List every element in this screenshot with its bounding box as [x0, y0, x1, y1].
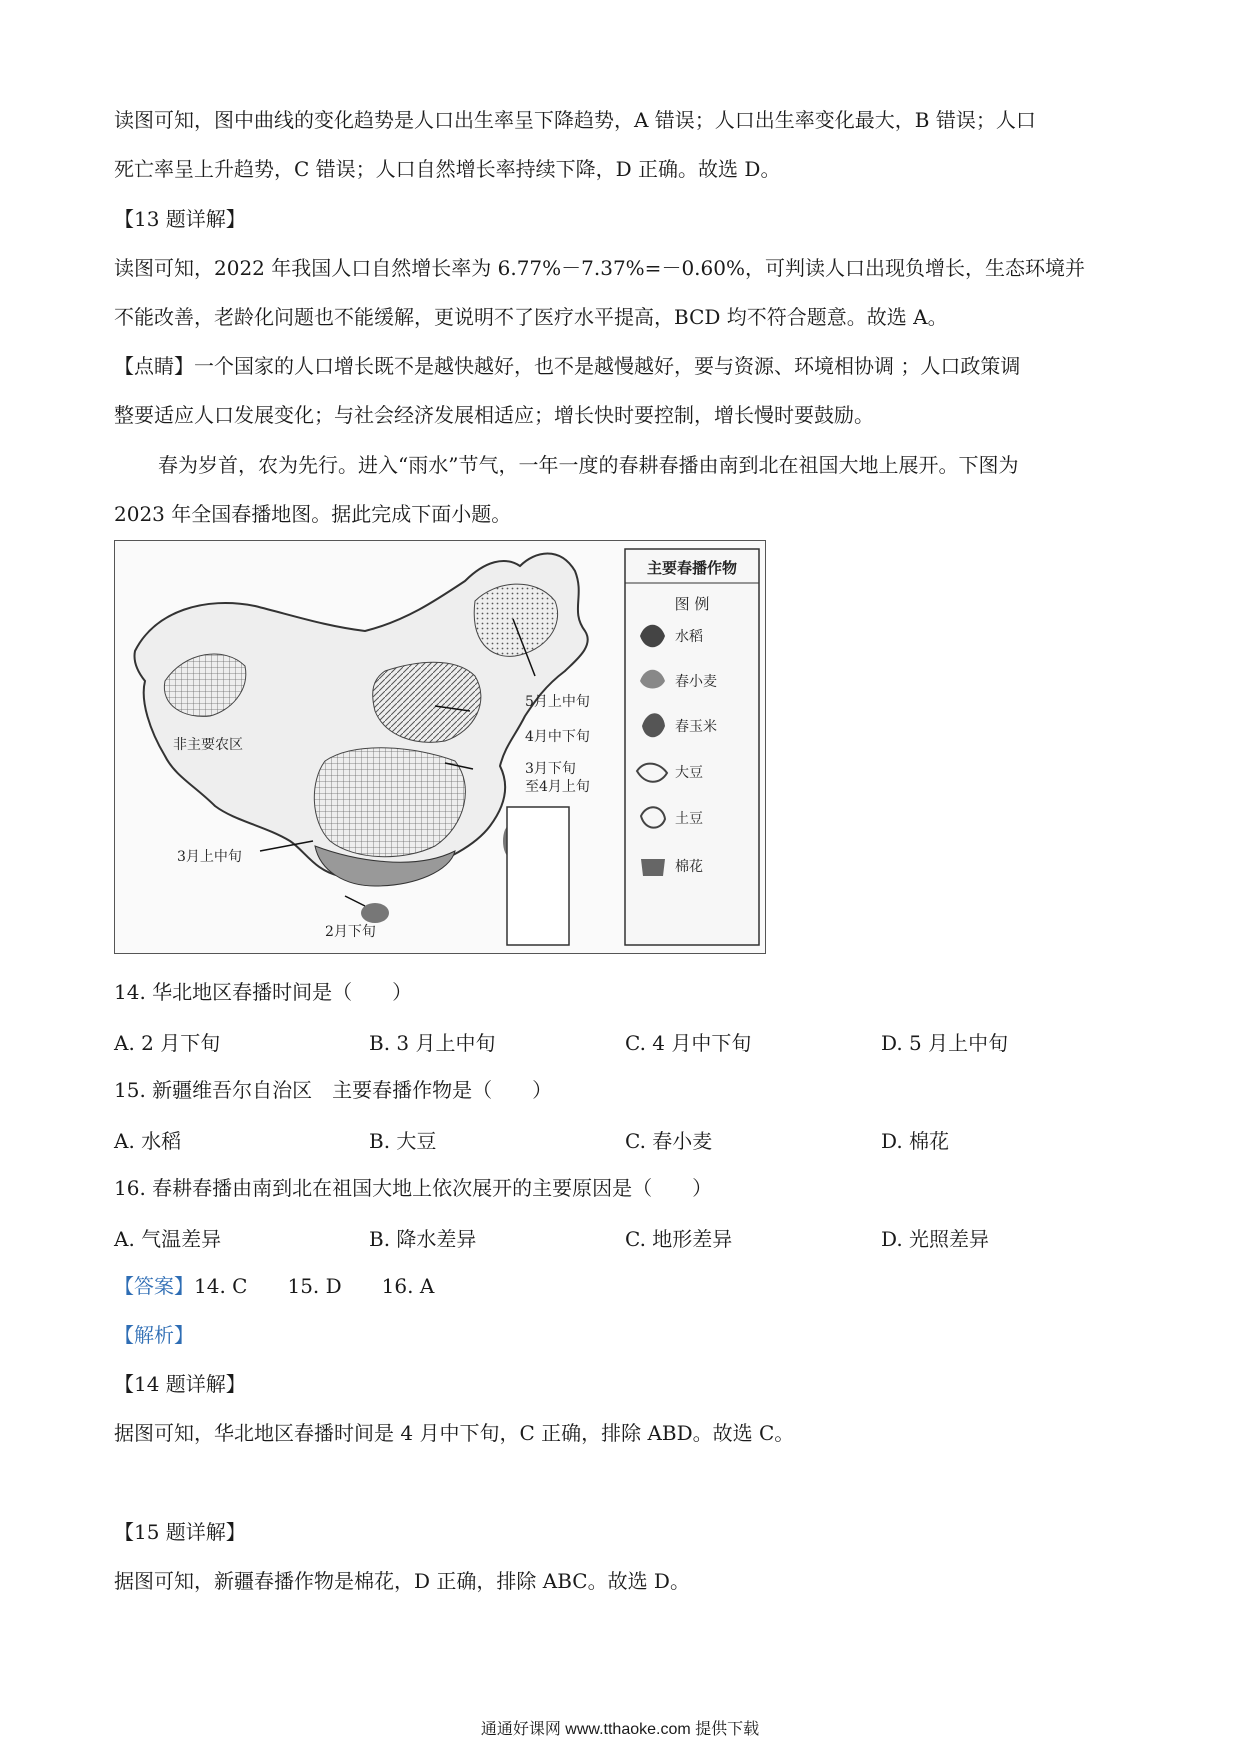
question-16: 16. 春耕春播由南到北在祖国大地上依次展开的主要原因是（ ）	[114, 1176, 713, 1200]
legend-label-soybean: 大豆	[675, 765, 703, 781]
q14-option-c[interactable]: C. 4 月中下旬	[625, 1031, 752, 1055]
legend-label-potato: 土豆	[675, 811, 703, 827]
hainan-island	[361, 903, 389, 923]
paragraph-q13-explain-line2: 不能改善，老龄化问题也不能缓解，更说明不了医疗水平提高，BCD 均不符合题意。故选 A。	[114, 305, 948, 329]
answer-16: 16. A	[381, 1274, 435, 1298]
q14-option-a[interactable]: A. 2 月下旬	[114, 1031, 221, 1055]
heading-q14-detail: 【14 题详解】	[114, 1372, 246, 1396]
paragraph-q13-explain-line1: 读图可知，2022 年我国人口自然增长率为 6.77%－7.37%=－0.60%，可判读人口出现负增长，生态环境并	[114, 256, 1085, 280]
answer-15: 15. D	[287, 1274, 342, 1298]
legend-cotton-icon	[641, 859, 665, 876]
question-14-options	[114, 1027, 1114, 1055]
q15-option-a[interactable]: A. 水稻	[114, 1129, 182, 1153]
q15-option-d[interactable]: D. 棉花	[881, 1129, 950, 1153]
q14-option-b[interactable]: B. 3 月上中旬	[369, 1031, 496, 1055]
legend-title: 主要春播作物	[646, 559, 738, 577]
question-15: 15. 新疆维吾尔自治区 主要春播作物是（ ）	[114, 1078, 553, 1102]
answer-label: 【答案】	[114, 1274, 194, 1298]
q14-option-d[interactable]: D. 5 月上中旬	[881, 1031, 1009, 1055]
q14-detail-text: 据图可知，华北地区春播时间是 4 月中下旬，C 正确，排除 ABD。故选 C。	[114, 1421, 795, 1445]
legend-label-spring-wheat: 春小麦	[675, 674, 717, 690]
question-16-options	[114, 1223, 1114, 1251]
intro-line2: 2023 年全国春播地图。据此完成下面小题。	[114, 502, 512, 526]
intro-line1: 春为岁首，农为先行。进入“雨水”节气，一年一度的春耕春播由南到北在祖国大地上展开。下图为	[158, 453, 1019, 477]
tip-line1: 【点睛】一个国家的人口增长既不是越快越好，也不是越慢越好，要与资源、环境相协调 ；人口政策调	[114, 354, 1021, 378]
map-graphic	[115, 541, 765, 953]
map-label-apr: 4月中下旬	[525, 729, 590, 745]
south-sea-inset	[507, 807, 569, 945]
map-label-feb: 2月下旬	[325, 924, 376, 940]
spring-sowing-map	[114, 540, 766, 954]
paragraph-q12-explain-line1: 读图可知，图中曲线的变化趋势是人口出生率呈下降趋势，A 错误；人口出生率变化最大，B 错误；人口	[114, 108, 1036, 132]
tip-line2: 整要适应人口发展变化；与社会经济发展相适应；增长快时要控制，增长慢时要鼓励。	[114, 403, 874, 427]
answer-line	[114, 1272, 1124, 1300]
legend-label-cotton: 棉花	[675, 859, 703, 875]
question-15-options	[114, 1125, 1114, 1153]
question-14: 14. 华北地区春播时间是（ ）	[114, 980, 413, 1004]
map-label-mar-apr-1: 3月下旬	[525, 761, 576, 777]
q15-option-b[interactable]: B. 大豆	[369, 1129, 437, 1153]
map-label-non-agri: 非主要农区	[173, 737, 243, 753]
q16-option-b[interactable]: B. 降水差异	[369, 1227, 477, 1251]
heading-q15-detail: 【15 题详解】	[114, 1520, 246, 1544]
q15-option-c[interactable]: C. 春小麦	[625, 1129, 713, 1153]
q16-option-a[interactable]: A. 气温差异	[114, 1227, 222, 1251]
q16-option-d[interactable]: D. 光照差异	[881, 1227, 990, 1251]
q15-detail-text: 据图可知，新疆春播作物是棉花，D 正确，排除 ABC。故选 D。	[114, 1569, 690, 1593]
region-central-south	[314, 748, 465, 857]
map-label-mar: 3月上中旬	[177, 849, 242, 865]
page-footer: 通通好课网 www.tthaoke.com 提供下载	[480, 1721, 760, 1738]
map-label-may: 5月上中旬	[525, 694, 590, 710]
q16-option-c[interactable]: C. 地形差异	[625, 1227, 733, 1251]
heading-q13-detail: 【13 题详解】	[114, 207, 246, 231]
legend-subtitle: 图 例	[674, 595, 710, 613]
analysis-label: 【解析】	[114, 1323, 194, 1347]
legend-label-spring-corn: 春玉米	[675, 719, 717, 735]
paragraph-q12-explain-line2: 死亡率呈上升趋势，C 错误；人口自然增长率持续下降，D 正确。故选 D。	[114, 157, 781, 181]
map-label-mar-apr-2: 至4月上旬	[525, 779, 590, 795]
answer-14: 14. C	[194, 1274, 248, 1298]
legend-label-rice: 水稻	[675, 629, 703, 645]
